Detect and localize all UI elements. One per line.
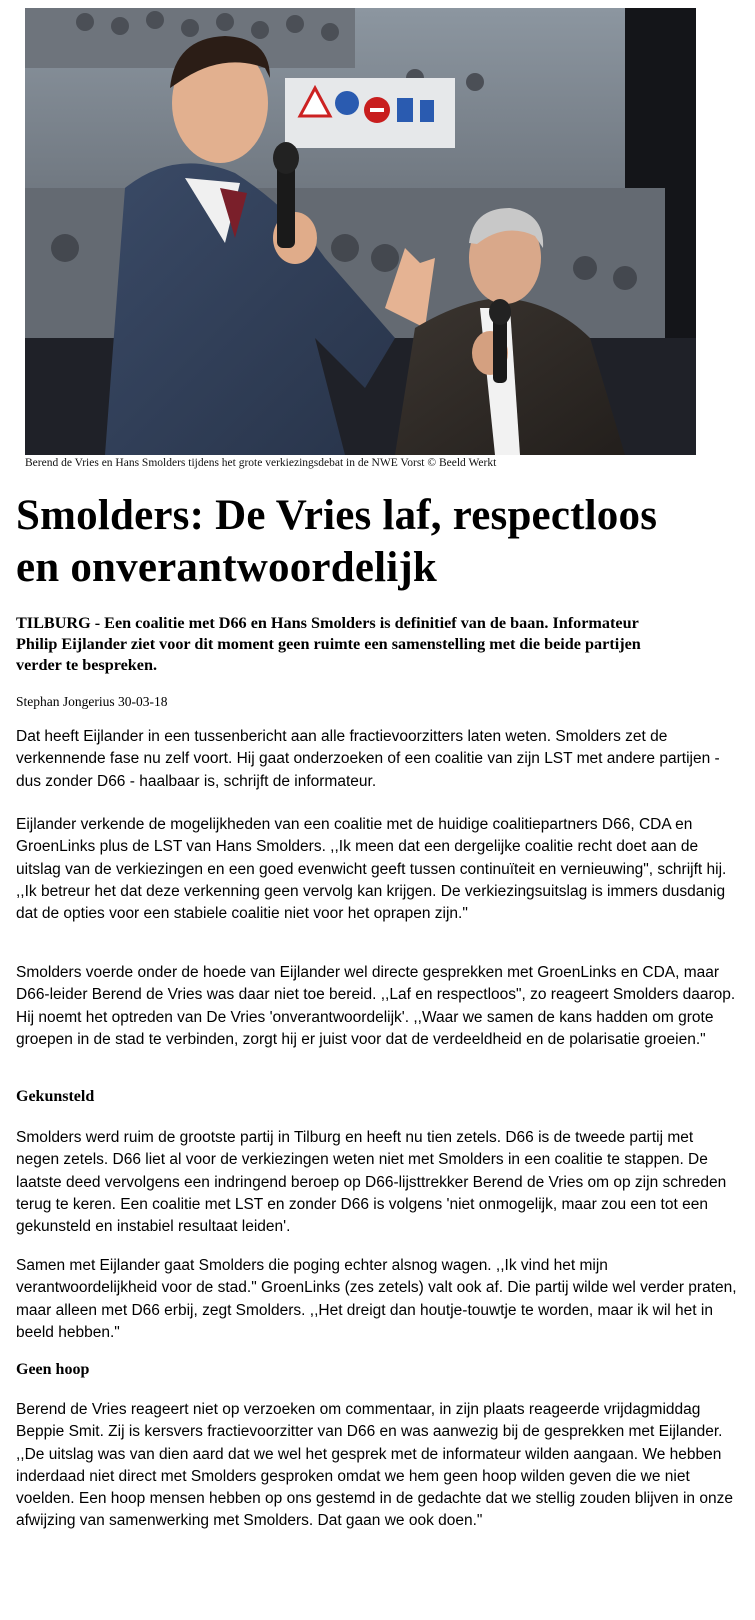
body-paragraph-3: Smolders voerde onder de hoede van Eijlander wel directe gesprekken met GroenLinks en CDA, maar D66-leider Berend de Vries was daar niet toe bereid. ,,Laf en respectloos", zo reageert Smolders daarop. Hij noemt het optreden van De Vries 'onverantwoordelijk'. ,,Waar we samen de kans hadden om grote groepen in de stad te verbinden, zorgt hij er juist voor dat de verdeeldheid en de polarisatie groeien." xyxy=(16,964,736,1048)
debate-stage-image xyxy=(25,8,696,455)
body-paragraph-1: Dat heeft Eijlander in een tussenbericht aan alle fractievoorzitters laten weten. Smolders zet de verkennende fase nu zelf voort. Hij gaat onderzoeken of een coalitie van zijn LST met andere partijen - dus zonder D66 - haalbaar is, schrijft de informateur. xyxy=(16,728,720,790)
body-paragraph-4: Smolders werd ruim de grootste partij in Tilburg en heeft nu tien zetels. D66 is de tweede partij met negen zetels. D66 liet al voor de verkiezingen weten niet met Smolders in een coalitie te stappen. De laatste deed vervolgens een indringend beroep op D66-lijsttrekker Berend de Vries om op zijn schreden terug te keren. Een coalitie met LST en zonder D66 is volgens 'niet onmogelijk, maar zou een tot een gekunsteld en instabiel resultaat leiden'. xyxy=(16,1129,727,1236)
article-headline xyxy=(16,490,741,594)
headline-line-2: en onverantwoordelijk xyxy=(16,544,438,591)
body-paragraph-6: Berend de Vries reageert niet op verzoeken om commentaar, in zijn plaats reageerde vrijdagmiddag Beppie Smit. Zij is kersvers fractievoorzitter van D66 en was aanwezig bij de gesprekken met Eijlander. ,,De uitslag was van dien aard dat we wel het gesprek met de informateur wilden aangaan. We hebben inderdaad niet direct met Smolders gesproken omdat we hem geen hoop wilden geven die we niet voelden. Een hoop mensen hebben op ons gestemd in de gedachte dat we stellig zouden blijven in onze afwijzing van samenwerking met Smolders. Dat gaan we ook doen." xyxy=(16,1401,733,1530)
photo-caption: Berend de Vries en Hans Smolders tijdens het grote verkiezingsdebat in de NWE Vorst © Beeld Werkt xyxy=(25,457,497,469)
article-byline: Stephan Jongerius 30-03-18 xyxy=(16,694,168,709)
body-paragraph-5: Samen met Eijlander gaat Smolders die poging echter alsnog wagen. ,,Ik vind het mijn verantwoordelijkheid voor de stad." GroenLinks (zes zetels) valt ook af. Die partij wilde wel verder praten, maar alleen met D66 erbij, zegt Smolders. ,,Het dreigt dan houtje-touwtje te worden, maar ik wil het in beeld hebben." xyxy=(16,1257,737,1341)
lead-line-2: Philip Eijlander ziet voor dit moment geen ruimte een samenstelling met die beide partijen xyxy=(16,635,641,653)
headline-line-1: Smolders: De Vries laf, respectloos xyxy=(16,492,658,539)
subhead-gekunsteld: Gekunsteld xyxy=(16,1088,95,1105)
lead-line-1: TILBURG - Een coalitie met D66 en Hans Smolders is definitief van de baan. Informateur xyxy=(16,614,639,632)
lead-line-3: verder te bespreken. xyxy=(16,656,158,674)
article-photo xyxy=(25,8,696,455)
subhead-geen-hoop: Geen hoop xyxy=(16,1361,90,1378)
article-lead xyxy=(16,613,736,676)
body-paragraph-2: Eijlander verkende de mogelijkheden van een coalitie met de huidige coalitiepartners D66, CDA en GroenLinks plus de LST van Hans Smolders. ,,Ik meen dat een dergelijke coalitie recht doet aan de uitslag van de verkiezingen en een goed evenwicht geeft tussen continuïteit en vernieuwing", schrijft hij. ,,Ik betreur het dat deze verkenning geen vervolg kan krijgen. De verkiezingsuitslag is immers dusdanig dat de opties voor een stabiele coalitie niet voor het oprapen zijn." xyxy=(16,816,727,923)
